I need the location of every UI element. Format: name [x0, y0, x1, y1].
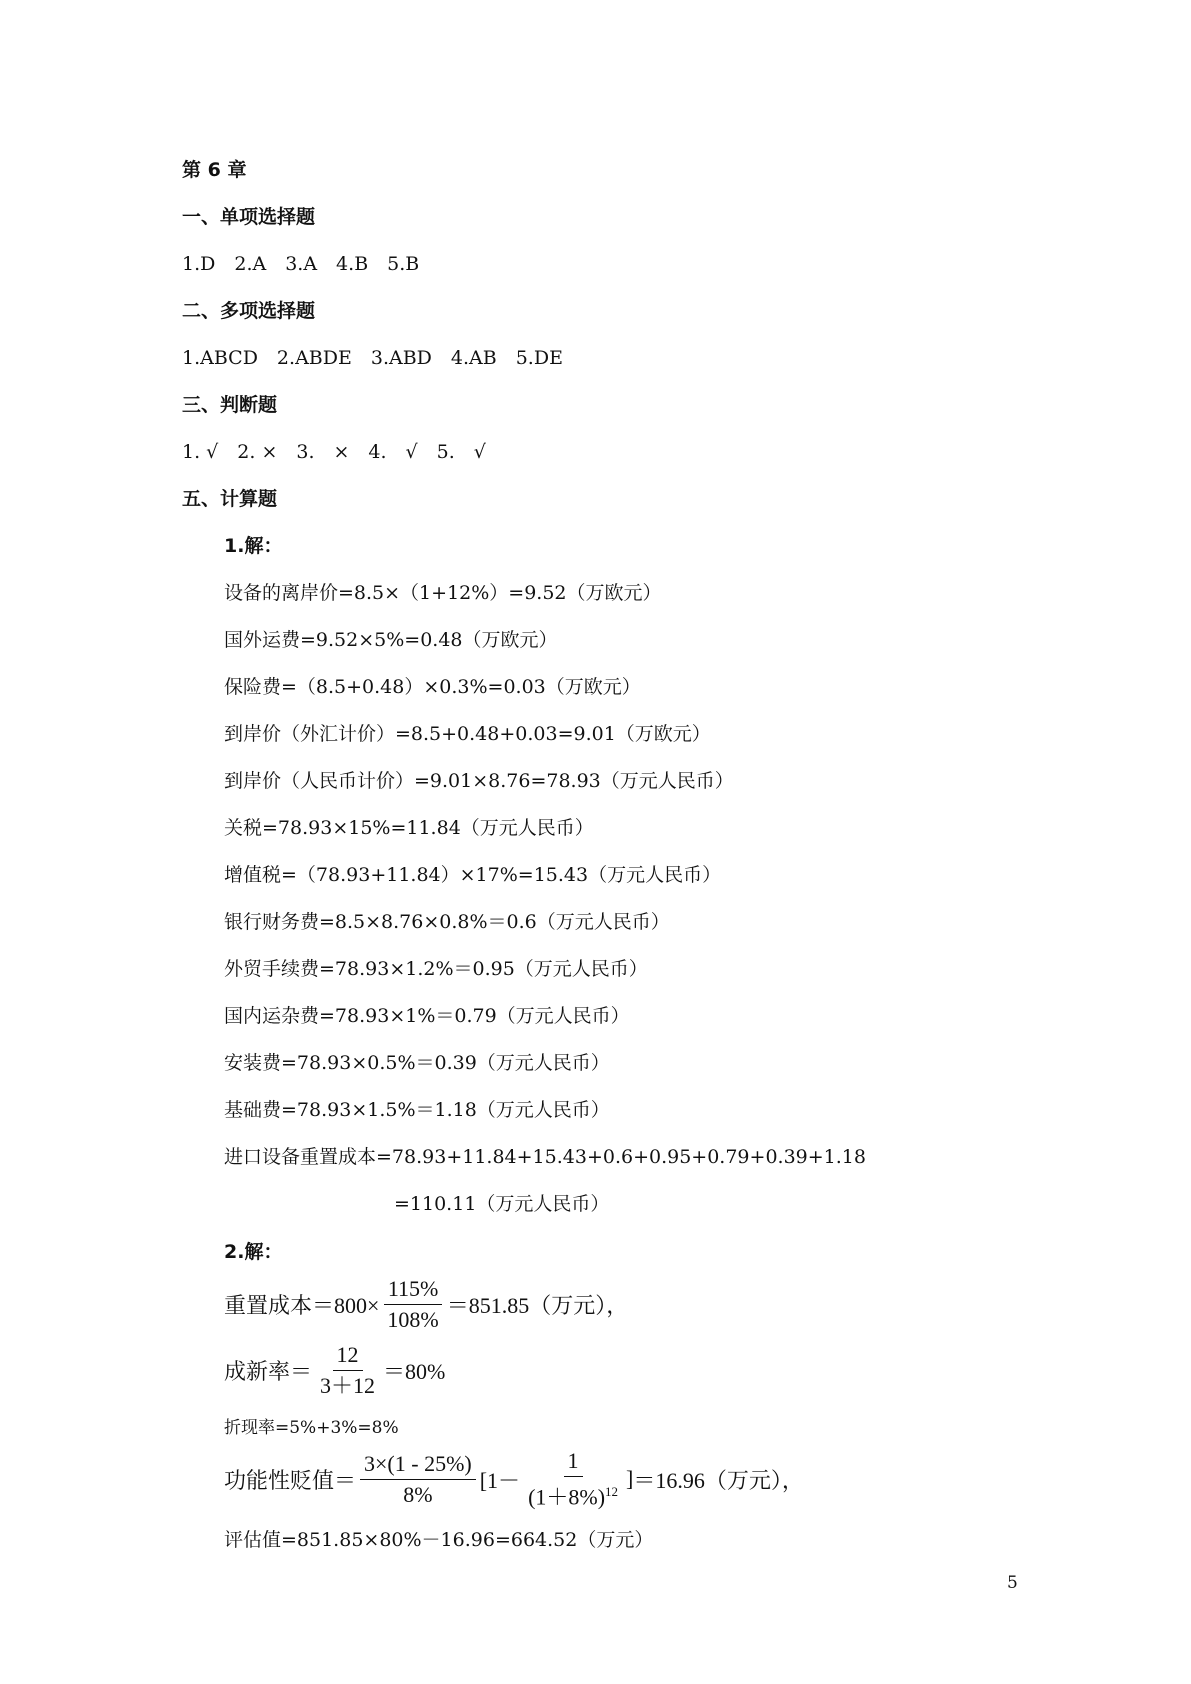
true-false-answers: 1. √ 2. × 3. × 4. √ 5. √	[182, 441, 486, 463]
problem1-line: 设备的离岸价=8.5×（1+12%）=9.52（万欧元）	[224, 582, 662, 604]
functional-depreciation-denominator: 8%	[403, 1481, 433, 1507]
section-heading-single-choice: 一、单项选择题	[182, 206, 316, 228]
problem1-line: 增值税=（78.93+11.84）×17%=15.43（万元人民币）	[224, 864, 722, 886]
newness-rate-denominator: 3＋12	[320, 1373, 376, 1398]
replacement-cost-formula	[224, 1276, 628, 1333]
replacement-cost-lhs: 重置成本＝800×	[224, 1293, 380, 1318]
functional-depreciation-rhs: ＝16.96（万元），	[633, 1467, 804, 1493]
section-heading-true-false: 三、判断题	[182, 394, 278, 416]
newness-rate-formula	[224, 1342, 445, 1399]
functional-depreciation-inner-denominator	[524, 1477, 622, 1510]
functional-depreciation-inner-numerator: 1	[564, 1448, 583, 1477]
page-number: 5	[1007, 1573, 1018, 1593]
chapter-title: 第 6 章	[182, 159, 247, 181]
problem1-line: 到岸价（外汇计价）=8.5+0.48+0.03=9.01（万欧元）	[224, 723, 711, 745]
functional-depreciation-inner-fraction	[524, 1448, 622, 1510]
discount-rate-line: 折现率=5%+3%=8%	[224, 1418, 399, 1438]
section-heading-multi-choice: 二、多项选择题	[182, 300, 316, 322]
replacement-cost-numerator: 115%	[384, 1276, 443, 1305]
problem1-line: 基础费=78.93×1.5%＝1.18（万元人民币）	[224, 1099, 610, 1121]
problem1-label: 1.解：	[224, 535, 283, 557]
functional-depreciation-fraction	[360, 1451, 476, 1508]
section-heading-calculation: 五、计算题	[182, 488, 278, 510]
newness-rate-numerator: 12	[333, 1342, 363, 1371]
functional-depreciation-formula	[224, 1448, 804, 1510]
problem1-line: 国内运杂费=78.93×1%＝0.79（万元人民币）	[224, 1005, 630, 1027]
replacement-cost-rhs: ＝851.85（万元），	[446, 1293, 629, 1318]
functional-depreciation-bracket-open: [1－	[479, 1467, 521, 1493]
functional-depreciation-numerator: 3×(1 - 25%)	[360, 1451, 476, 1480]
problem1-line: 国外运费=9.52×5%=0.48（万欧元）	[224, 629, 558, 651]
problem1-line: 保险费=（8.5+0.48）×0.3%=0.03（万欧元）	[224, 676, 641, 698]
single-choice-answers: 1.D 2.A 3.A 4.B 5.B	[182, 253, 420, 275]
functional-depreciation-inner-base: (1＋8%)	[528, 1484, 606, 1510]
problem1-line: 安装费=78.93×0.5%＝0.39（万元人民币）	[224, 1052, 610, 1074]
functional-depreciation-exponent: 12	[605, 1484, 619, 1499]
functional-depreciation-bracket-close: ]	[626, 1466, 634, 1492]
problem1-total-line: 进口设备重置成本=78.93+11.84+15.43+0.6+0.95+0.79+0.39+1.18	[224, 1146, 866, 1168]
problem1-line: 银行财务费=8.5×8.76×0.8%＝0.6（万元人民币）	[224, 911, 670, 933]
problem2-label: 2.解：	[224, 1241, 283, 1263]
newness-rate-rhs: ＝80%	[383, 1359, 446, 1384]
problem1-line: 到岸价（人民币计价）=9.01×8.76=78.93（万元人民币）	[224, 770, 734, 792]
valuation-line: 评估值=851.85×80%－16.96=664.52（万元）	[224, 1529, 654, 1551]
problem1-total-result: =110.11（万元人民币）	[394, 1193, 610, 1215]
functional-depreciation-lhs: 功能性贬值＝	[224, 1467, 357, 1493]
newness-rate-lhs: 成新率＝	[224, 1359, 313, 1384]
multi-choice-answers: 1.ABCD 2.ABDE 3.ABD 4.AB 5.DE	[182, 347, 563, 369]
problem1-line: 关税=78.93×15%=11.84（万元人民币）	[224, 817, 594, 839]
replacement-cost-denominator: 108%	[387, 1307, 439, 1332]
problem1-line: 外贸手续费=78.93×1.2%＝0.95（万元人民币）	[224, 958, 648, 980]
newness-rate-fraction	[316, 1342, 379, 1399]
replacement-cost-fraction	[383, 1276, 442, 1333]
